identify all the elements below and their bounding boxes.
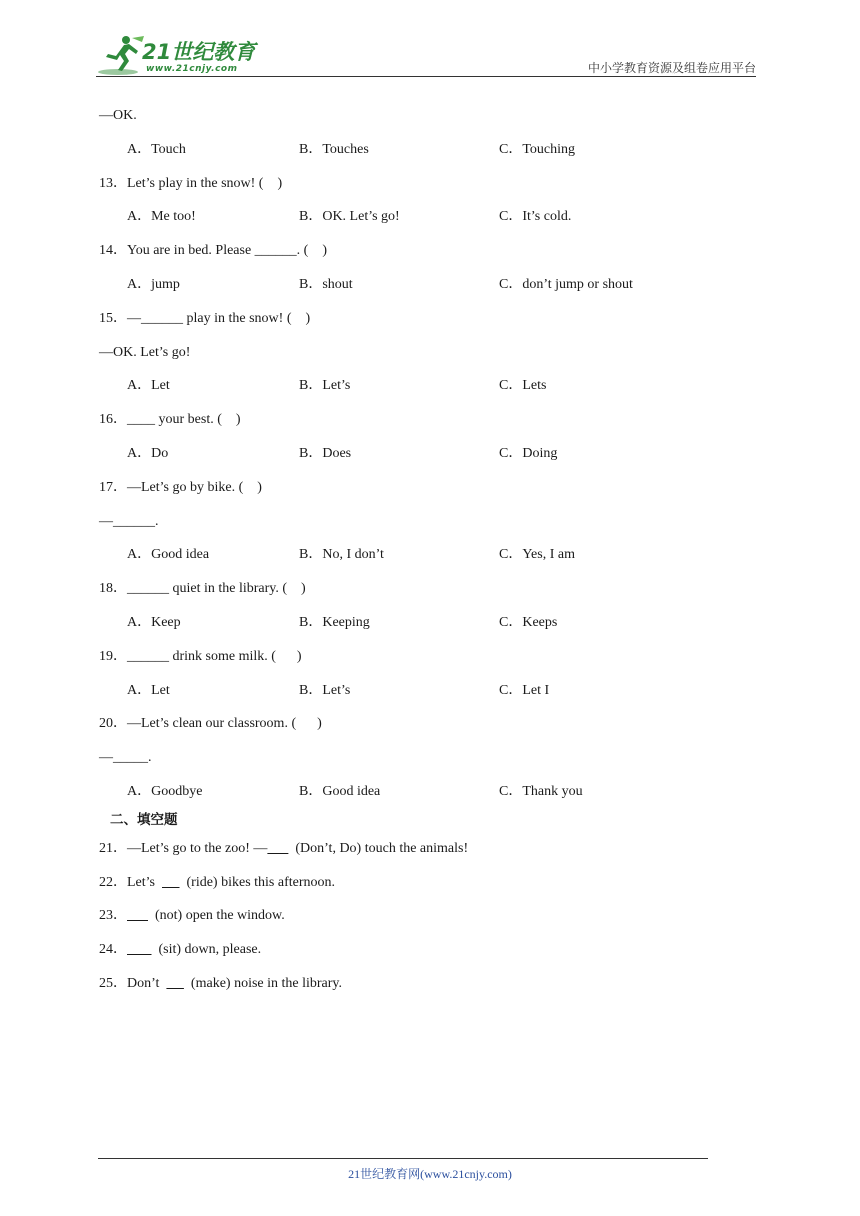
platform-title: 中小学教育资源及组卷应用平台 <box>587 61 756 75</box>
item-text: (sit) down, please. <box>151 942 262 958</box>
answer-option[interactable]: B．Good idea <box>299 784 381 799</box>
dialogue-line: —_____. <box>99 750 152 766</box>
answer-option[interactable]: B．Touches <box>299 141 369 157</box>
fill-blank-item <box>99 907 285 925</box>
page-header <box>96 28 756 80</box>
item-number: 22． <box>99 874 127 890</box>
item-number: 23． <box>99 908 127 924</box>
answer-option[interactable]: A．Touch <box>127 141 186 157</box>
item-number: 25． <box>99 976 127 991</box>
answer-option[interactable]: C．Let I <box>499 682 550 698</box>
answer-option[interactable]: C．Doing <box>499 446 558 461</box>
question-stem: 17．—Let’s go by bike. ( ) <box>99 479 262 495</box>
fill-blank-item <box>99 975 342 993</box>
item-text: (Don’t, Do) touch the animals! <box>288 840 469 856</box>
answer-option[interactable]: A．Do <box>127 446 169 461</box>
dialogue-line: —______. <box>99 513 159 529</box>
answer-option[interactable]: A．Let <box>127 378 170 394</box>
answer-option[interactable]: A．Good idea <box>127 547 210 563</box>
item-text: Let’s <box>127 874 162 890</box>
question-stem: 16．____ your best. ( ) <box>99 412 241 428</box>
site-logo[interactable] <box>96 34 266 78</box>
answer-option[interactable]: B．No, I don’t <box>299 547 384 563</box>
answer-option[interactable]: A．Keep <box>127 615 181 630</box>
footer-text[interactable]: 21世纪教育网(www.21cnjy.com) <box>348 1167 512 1181</box>
item-text: (not) open the window. <box>148 908 285 924</box>
header-divider <box>96 76 756 77</box>
question-stem: 15．—______ play in the snow! ( ) <box>99 310 311 326</box>
section-title: 二、填空题 <box>110 811 178 828</box>
answer-option[interactable]: B．Keeping <box>299 615 370 630</box>
question-stem: 13．Let’s play in the snow! ( ) <box>99 175 283 191</box>
fill-blank-item <box>99 840 468 858</box>
answer-option[interactable]: B．OK. Let’s go! <box>299 209 400 225</box>
footer-divider <box>98 1158 708 1159</box>
question-stem: 14．You are in bed. Please ______. ( ) <box>99 243 327 259</box>
question-stem: 19．______ drink some milk. ( ) <box>99 648 302 664</box>
logo-text: 21世纪教育 <box>142 40 256 64</box>
answer-option[interactable]: C．don’t jump or shout <box>499 277 633 292</box>
item-text: —Let’s go to the zoo! — <box>127 840 268 856</box>
answer-option[interactable]: B．Does <box>299 446 352 461</box>
answer-option[interactable]: B．shout <box>299 277 353 292</box>
blank-answer[interactable] <box>166 976 184 991</box>
item-text: (make) noise in the library. <box>183 976 343 991</box>
fill-blank-item <box>99 874 335 892</box>
logo-url: www.21cnjy.com <box>146 64 238 74</box>
answer-fragment: —OK. <box>99 108 137 123</box>
answer-option[interactable]: B．Let’s <box>299 682 351 698</box>
answer-option[interactable]: C．Yes, I am <box>499 547 575 563</box>
runner-logo-icon <box>96 34 146 78</box>
question-stem: 20．—Let’s clean our classroom. ( ) <box>99 716 322 732</box>
answer-option[interactable]: C．Thank you <box>499 784 583 799</box>
blank-answer[interactable] <box>267 841 288 856</box>
question-stem: 18．______ quiet in the library. ( ) <box>99 581 306 597</box>
fill-blank-item <box>99 941 261 959</box>
answer-option[interactable]: C．Keeps <box>499 615 558 630</box>
blank-answer[interactable] <box>127 942 152 957</box>
answer-option[interactable]: A．jump <box>127 277 180 292</box>
answer-option[interactable]: A．Let <box>127 682 170 698</box>
blank-answer[interactable] <box>127 908 148 923</box>
answer-option[interactable]: C．Touching <box>499 141 576 157</box>
answer-option[interactable]: C．Lets <box>499 378 547 394</box>
answer-option[interactable]: A．Goodbye <box>127 784 203 799</box>
answer-option[interactable]: B．Let’s <box>299 378 351 394</box>
blank-answer[interactable] <box>162 875 180 890</box>
dialogue-line: —OK. Let’s go! <box>99 344 191 360</box>
item-text: (ride) bikes this afternoon. <box>179 874 336 890</box>
item-number: 24． <box>99 942 127 958</box>
answer-option[interactable]: C．It’s cold. <box>499 209 572 225</box>
item-number: 21． <box>99 840 127 856</box>
item-text: Don’t <box>127 976 167 991</box>
answer-option[interactable]: A．Me too! <box>127 209 196 225</box>
